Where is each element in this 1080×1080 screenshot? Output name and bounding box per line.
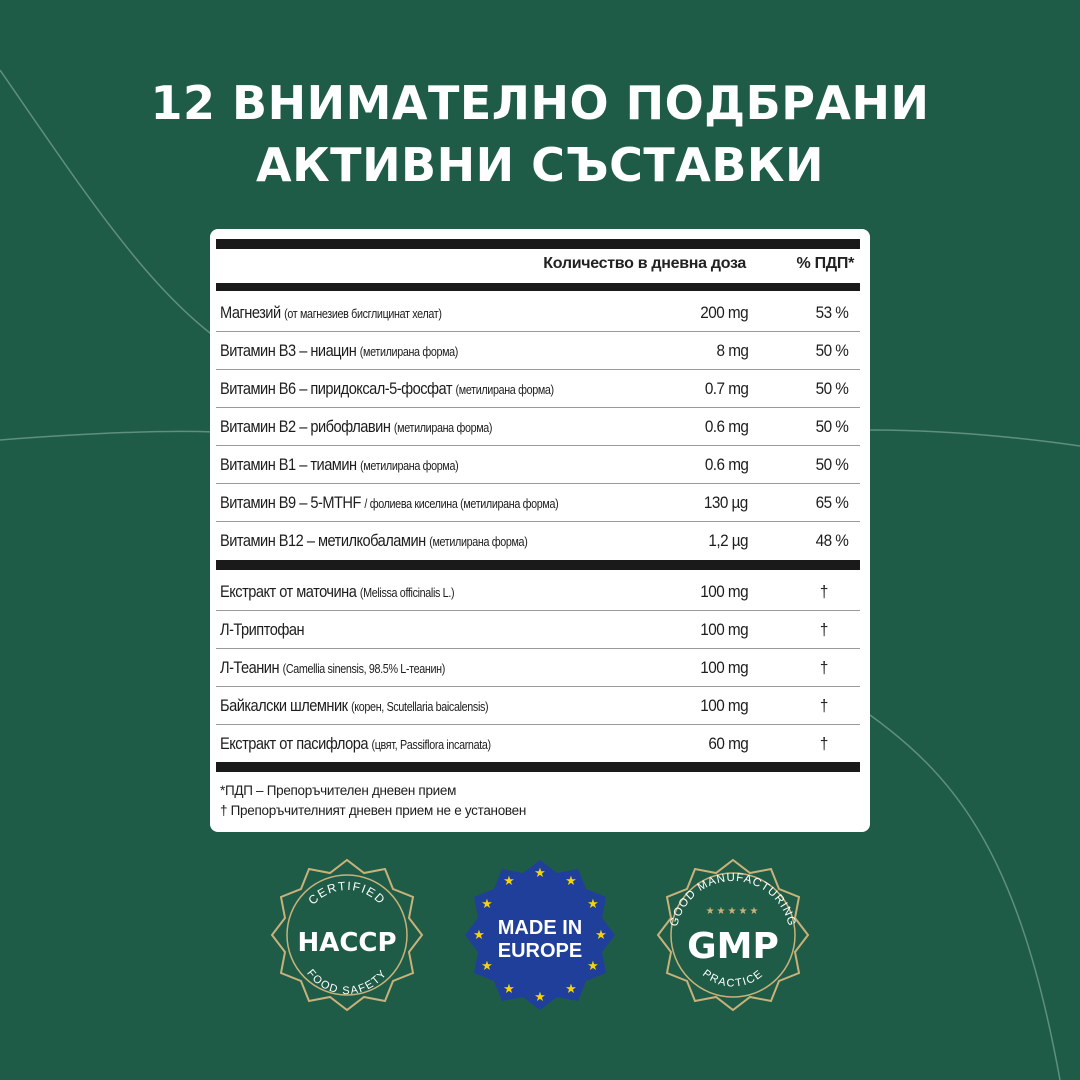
vitamins-list	[216, 294, 860, 559]
ingredient-row	[216, 687, 860, 725]
ingredient-amount: 100 mg	[700, 582, 748, 601]
eu-star-icon: ★	[565, 982, 577, 997]
ingredient-row	[216, 522, 860, 559]
ingredient-name: Витамин B2 – рибофлавин	[220, 417, 391, 436]
ingredient-name: Екстракт от пасифлора	[220, 734, 368, 753]
eu-star-icon: ★	[587, 959, 599, 974]
ingredient-row	[216, 294, 860, 332]
gmp-bottom-text: PRACTICE	[700, 967, 766, 990]
europe-line-1: MADE IN	[497, 917, 583, 939]
ingredient-row	[216, 725, 860, 762]
ingredient-name: Витамин B12 – метилкобаламин	[220, 531, 426, 550]
haccp-bottom-text: FOOD SAFETY	[304, 967, 390, 998]
ingredient-name: Л-Триптофан	[220, 620, 305, 639]
ingredient-amount: 200 mg	[700, 303, 748, 322]
ingredient-note: (метилирана форма)	[360, 459, 459, 473]
eu-star-icon: ★	[481, 959, 493, 974]
ingredient-pdp: 53 %	[815, 303, 848, 322]
ingredient-amount: 8 mg	[716, 341, 748, 360]
ingredient-note: (цвят, Passiflora incarnata)	[371, 738, 491, 752]
eu-star-icon: ★	[565, 874, 577, 889]
ingredient-name: Екстракт от маточина	[220, 582, 357, 601]
ingredient-amount: 1,2 µg	[708, 531, 748, 550]
ingredient-amount: 0.6 mg	[704, 417, 748, 436]
ingredient-pdp: †	[820, 696, 828, 715]
gmp-top-text: GOOD MANUFACTURING	[668, 871, 798, 928]
eu-star-icon: ★	[503, 874, 515, 889]
headline-line-2: АКТИВНИ СЪСТАВКИ	[255, 138, 825, 192]
header-pdp: % ПДП*	[796, 255, 854, 272]
gmp-main-text: GMP	[687, 926, 779, 967]
eu-star-icon: ★	[481, 897, 493, 912]
ingredient-name: Витамин B6 – пиридоксал-5-фосфат	[220, 379, 453, 398]
haccp-badge	[262, 850, 432, 1020]
ingredient-note: (метилирана форма)	[429, 535, 528, 549]
ingredient-pdp: 48 %	[815, 531, 848, 550]
eu-star-icon: ★	[587, 897, 599, 912]
ingredient-note: (Camellia sinensis, 98.5% L-теанин)	[282, 662, 445, 676]
ingredient-amount: 130 µg	[704, 493, 748, 512]
ingredient-row	[216, 573, 860, 611]
ingredients-panel	[210, 229, 870, 832]
ingredient-amount: 100 mg	[700, 658, 748, 677]
ingredient-name: Байкалски шлемник	[220, 696, 348, 715]
ingredient-amount: 100 mg	[700, 696, 748, 715]
extracts-list	[216, 573, 860, 762]
gmp-badge-graphic	[648, 850, 818, 1020]
haccp-badge-graphic	[262, 850, 432, 1020]
headline	[0, 72, 1080, 196]
section-rule	[216, 560, 860, 570]
ingredient-amount: 60 mg	[708, 734, 748, 753]
headline-line-1: 12 ВНИМАТЕЛНО ПОДБРАНИ	[150, 76, 930, 130]
ingredient-row	[216, 446, 860, 484]
eu-star-icon: ★	[473, 928, 485, 943]
ingredient-pdp: 65 %	[815, 493, 848, 512]
ingredient-note: (корен, Scutellaria baicalensis)	[351, 700, 489, 714]
ingredient-pdp: †	[820, 734, 828, 753]
gmp-stars: ★★★★★	[705, 906, 761, 917]
ingredient-name: Витамин B3 – ниацин	[220, 341, 357, 360]
eu-star-icon: ★	[534, 990, 546, 1005]
ingredient-pdp: 50 %	[815, 455, 848, 474]
footnotes	[220, 781, 526, 821]
ingredient-note: (метилирана форма)	[455, 383, 554, 397]
ingredient-row	[216, 370, 860, 408]
ingredient-row	[216, 484, 860, 522]
eu-star-icon: ★	[534, 866, 546, 881]
ingredient-row	[216, 649, 860, 687]
footnote-pdp: *ПДП – Препоръчителен дневен прием	[220, 783, 457, 798]
footnote-dagger: † Препоръчителният дневен прием не е установен	[220, 803, 527, 818]
ingredient-note: (Melissa officinalis L.)	[359, 586, 455, 600]
ingredient-row	[216, 332, 860, 370]
ingredient-pdp: †	[820, 620, 828, 639]
ingredient-note: / фолиева киселина (метилирана форма)	[364, 497, 559, 511]
header-rule	[216, 283, 860, 291]
gmp-badge	[648, 850, 818, 1020]
header-quantity: Количество в дневна доза	[543, 255, 746, 272]
europe-line-2: EUROPE	[497, 940, 583, 962]
ingredient-name: Л-Теанин	[220, 658, 280, 677]
europe-badge-graphic	[455, 850, 625, 1020]
ingredient-row	[216, 611, 860, 649]
ingredient-name: Витамин B9 – 5-MTHF	[220, 493, 361, 512]
ingredient-amount: 100 mg	[700, 620, 748, 639]
haccp-top-text: CERTIFIED	[305, 878, 389, 908]
ingredient-row	[216, 408, 860, 446]
ingredient-note: (от магнезиев бисглицинат хелат)	[284, 307, 442, 321]
ingredient-pdp: 50 %	[815, 417, 848, 436]
ingredient-name: Витамин B1 – тиамин	[220, 455, 357, 474]
ingredient-name: Магнезий	[220, 303, 281, 322]
ingredient-note: (метилирана форма)	[359, 345, 459, 359]
made-in-europe-badge	[455, 850, 625, 1020]
ingredient-pdp: 50 %	[815, 341, 848, 360]
ingredient-amount: 0.6 mg	[704, 455, 748, 474]
haccp-main-text: HACCP	[297, 928, 397, 958]
ingredient-pdp: †	[820, 582, 828, 601]
ingredient-pdp: †	[820, 658, 828, 677]
eu-star-icon: ★	[595, 928, 607, 943]
table-top-rule	[216, 239, 860, 249]
ingredient-pdp: 50 %	[815, 379, 848, 398]
table-bottom-rule	[216, 762, 860, 772]
eu-star-icon: ★	[503, 982, 515, 997]
ingredient-note: (метилирана форма)	[393, 421, 493, 435]
ingredient-amount: 0.7 mg	[704, 379, 748, 398]
